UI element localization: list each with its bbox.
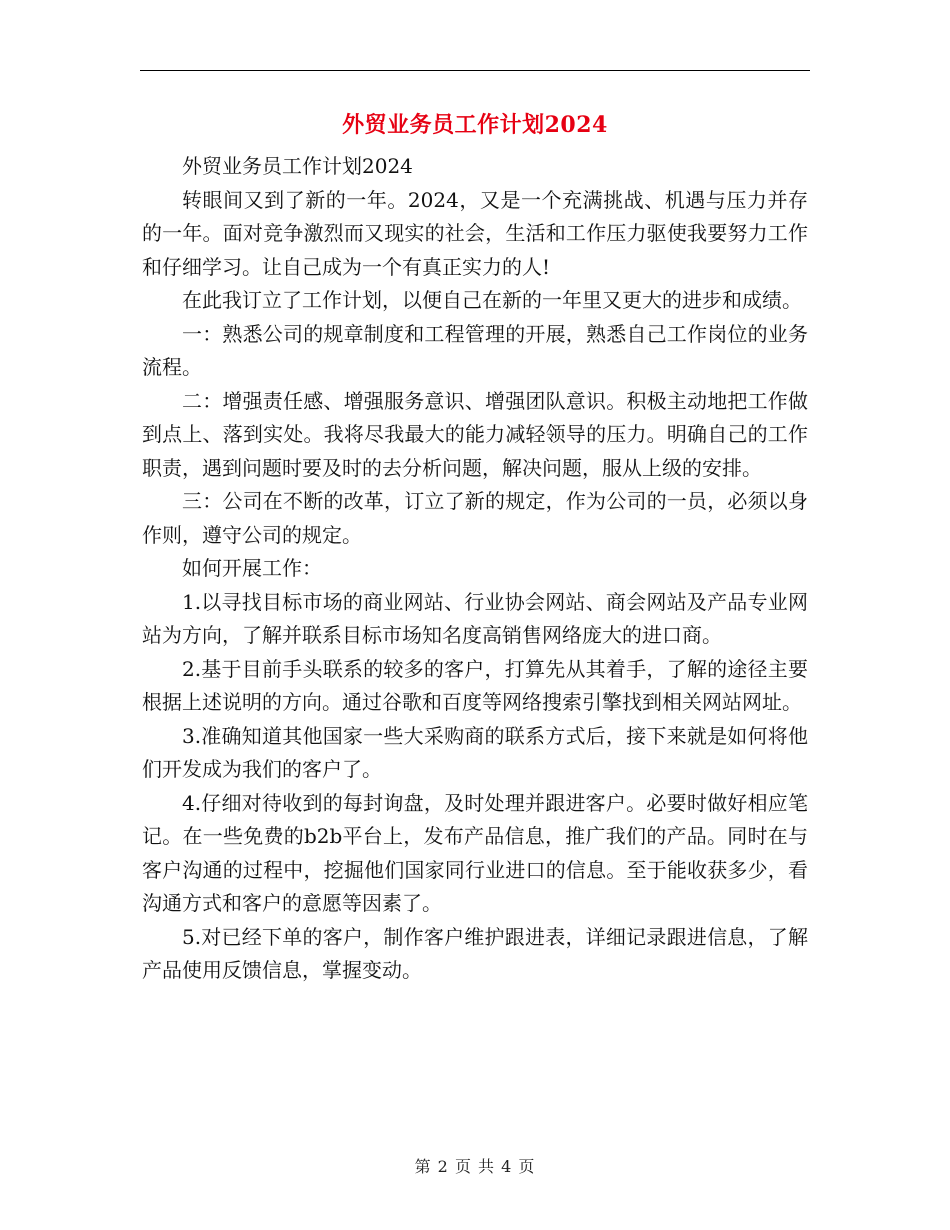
page-number-footer: 第 2 页 共 4 页: [414, 1157, 536, 1176]
list-item: 5.对已经下单的客户，制作客户维护跟进表，详细记录跟进信息，了解产品使用反馈信息，掌握变动。: [142, 924, 808, 982]
paragraph: 转眼间又到了新的一年。2024，又是一个充满挑战、机遇与压力并存的一年。面对竞争激烈而又现实的社会，生活和工作压力驱使我要努力工作和仔细学习。让自己成为一个有真正实力的人!: [142, 187, 808, 279]
list-item: 3.准确知道其他国家一些大采购商的联系方式后，接下来就是如何将他们开发成为我们的客户了。: [142, 723, 808, 781]
paragraph: 外贸业务员工作计划2024: [182, 154, 413, 178]
header-rule: [140, 70, 810, 71]
document-body: [142, 150, 808, 988]
list-item: 2.基于目前手头联系的较多的客户，打算先从其着手，了解的途径主要根据上述说明的方向。通过谷歌和百度等网络搜索引擎找到相关网站网址。: [142, 656, 808, 714]
paragraph: 如何开展工作：: [182, 556, 322, 580]
paragraph: 在此我订立了工作计划，以便自己在新的一年里又更大的进步和成绩。: [182, 288, 802, 312]
list-item: 4.仔细对待收到的每封询盘，及时处理并跟进客户。必要时做好相应笔记。在一些免费的b2b平台上，发布产品信息，推广我们的产品。同时在与客户沟通的过程中，挖掘他们国家同行业进口的信息。至于能收获多少，看沟通方式和客户的意愿等因素了。: [142, 790, 808, 915]
document-title: 外贸业务员工作计划2024: [342, 112, 608, 138]
paragraph: 三：公司在不断的改革，订立了新的规定，作为公司的一员，必须以身作则，遵守公司的规定。: [142, 489, 808, 547]
paragraph: 一：熟悉公司的规章制度和工程管理的开展，熟悉自己工作岗位的业务流程。: [142, 321, 808, 379]
list-item: 1.以寻找目标市场的商业网站、行业协会网站、商会网站及产品专业网站为方向，了解并联系目标市场知名度高销售网络庞大的进口商。: [142, 589, 808, 647]
paragraph: 二：增强责任感、增强服务意识、增强团队意识。积极主动地把工作做到点上、落到实处。我将尽我最大的能力减轻领导的压力。明确自己的工作职责，遇到问题时要及时的去分析问题，解决问题，服从上级的安排。: [142, 388, 808, 480]
